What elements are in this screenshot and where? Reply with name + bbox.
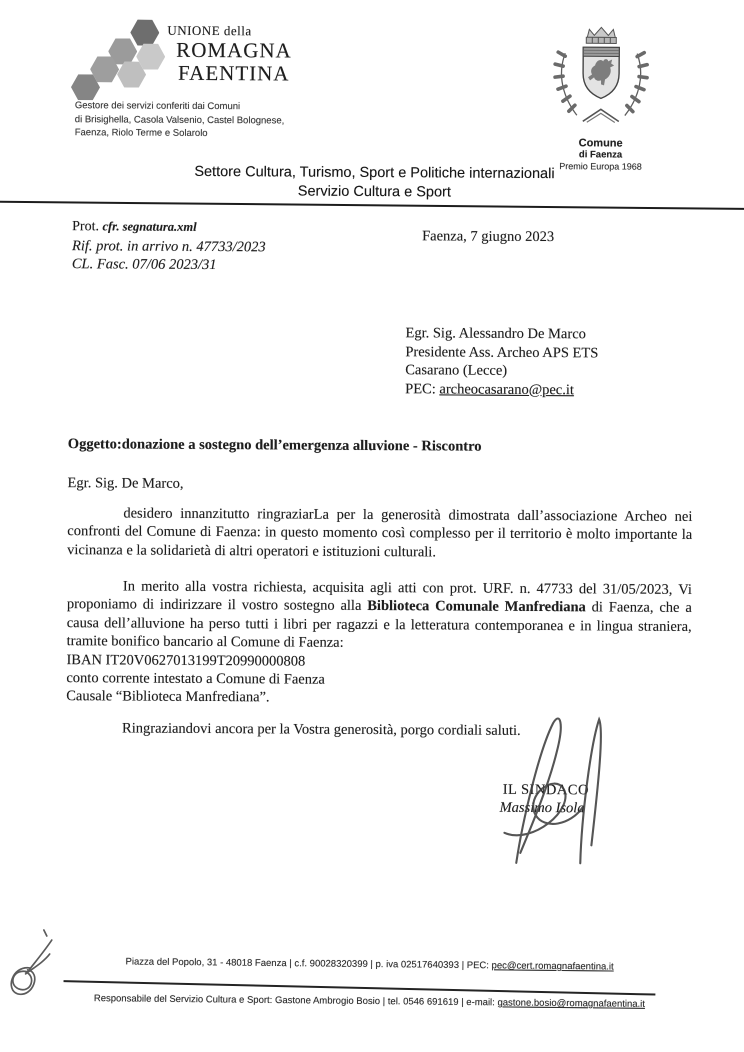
- prot-label: Prot.: [72, 219, 103, 235]
- comune-award-label: Premio Europa 1968: [559, 161, 642, 172]
- recipient-pec-line: [405, 380, 598, 400]
- union-subtitle-line: di Brisighella, Casola Valsenio, Castel Bolognese,: [74, 113, 285, 126]
- union-name-line3: FAENTINA: [178, 60, 290, 86]
- account-line: conto corrente intestato a Comune di Faenza: [66, 670, 325, 688]
- footer-pec-email: pec@cert.romagnafaentina.it: [491, 960, 614, 973]
- paragraph-2-text: [67, 577, 692, 654]
- recipient-pec-email: archeocasarano@pec.it: [439, 380, 574, 398]
- faenza-coat-of-arms-icon: [543, 23, 660, 132]
- signature-title: IL SINDACO: [502, 781, 589, 799]
- footer-address-text: Piazza del Popolo, 31 - 48018 Faenza | c.f. 90028320399 | p. iva 02517640393 | PEC:: [125, 956, 492, 972]
- recipient-role: Presidente Ass. Archeo APS ETS: [405, 343, 599, 361]
- salutation: Egr. Sig. De Marco,: [67, 475, 184, 492]
- logo-hexagon: [130, 20, 159, 46]
- comune-crest-block: [542, 23, 659, 172]
- footer-responsible-text: Responsabile del Servizio Cultura e Sport: Gastone Ambrogio Bosio | tel. 0546 691619 | e-mail:: [93, 993, 498, 1009]
- signature-name: Massimo Isola: [499, 799, 585, 817]
- union-subtitle-line: Gestore dei servizi conferiti dai Comuni: [74, 100, 241, 113]
- department-line1: Settore Cultura, Turismo, Sport e Politiche internazionali: [194, 163, 555, 183]
- closing-line: Ringraziandovi ancora per la Vostra generosità, porgo cordiali saluti.: [122, 720, 521, 739]
- paragraph-2-run2: di Faenza, che a causa dell’alluvione ha perso tutti i libri per ragazzi e la letteratura contemporanea e in lingua straniera, tramite bonifico bancario al Comune di Faenza:: [66, 599, 692, 652]
- union-logo-text: [165, 24, 292, 85]
- protocol-line-prot: [72, 217, 266, 238]
- recipient-block: [405, 324, 598, 399]
- union-subtitle: [75, 99, 285, 141]
- dateline: Faenza, 7 giugno 2023: [422, 228, 555, 246]
- protocol-line-rif: Rif. prot. in arrivo n. 47733/2023: [71, 237, 266, 255]
- pec-label: PEC:: [405, 380, 440, 397]
- union-subtitle-line: Faenza, Riolo Terme e Solarolo: [74, 127, 208, 139]
- protocol-block: [72, 217, 266, 275]
- department-line2: Servizio Cultura e Sport: [297, 183, 451, 201]
- footer-line-1: [0, 955, 742, 974]
- iban-line: IBAN IT20V0627013199T20990000808: [66, 651, 306, 670]
- footer-responsible-email: gastone.bosio@romagnafaentina.it: [497, 997, 646, 1010]
- comune-name-line2: di Faenza: [578, 149, 623, 161]
- body-paragraph-1: [67, 504, 692, 563]
- handwritten-signature-icon: [466, 711, 632, 870]
- paragraph-2-bold-run: Biblioteca Comunale Manfrediana: [367, 598, 586, 616]
- subject-line: [68, 436, 482, 456]
- causale-line: Causale “Biblioteca Manfrediana”.: [66, 688, 270, 706]
- paragraph-2-run1: In merito alla vostra richiesta, acquisita agli atti con prot. URF. n. 47733 del 31/05/2023, Vi proponiamo di indirizzare il vostro sostegno alla: [66, 578, 692, 615]
- comune-name-line1: Comune: [578, 137, 623, 150]
- union-name-line1: UNIONE della: [167, 22, 252, 39]
- protocol-line-cl: CL. Fasc. 07/06 2023/31: [71, 256, 217, 274]
- subject-label: Oggetto:: [67, 436, 122, 453]
- subject-text: donazione a sostegno dell’emergenza alluvione - Riscontro: [121, 436, 482, 455]
- recipient-city: Casarano (Lecce): [405, 362, 508, 379]
- recipient-name: Egr. Sig. Alessandro De Marco: [405, 325, 586, 343]
- prot-reference: cfr. segnatura.xml: [102, 219, 197, 234]
- body-paragraph-2: [66, 577, 692, 710]
- union-name-line2: ROMAGNA: [176, 37, 292, 63]
- paragraph-1-text: desidero innanzitutto ringraziarLa per la generosità dimostrata dall’associazione Archeo nei confronti del Comune di Faenza: in questo momento così complesso per il territorio è molto importante la vicinanza e la solidarietà di altri operatori e istituzioni culturali.: [67, 505, 693, 561]
- header-divider-rule: [0, 201, 744, 210]
